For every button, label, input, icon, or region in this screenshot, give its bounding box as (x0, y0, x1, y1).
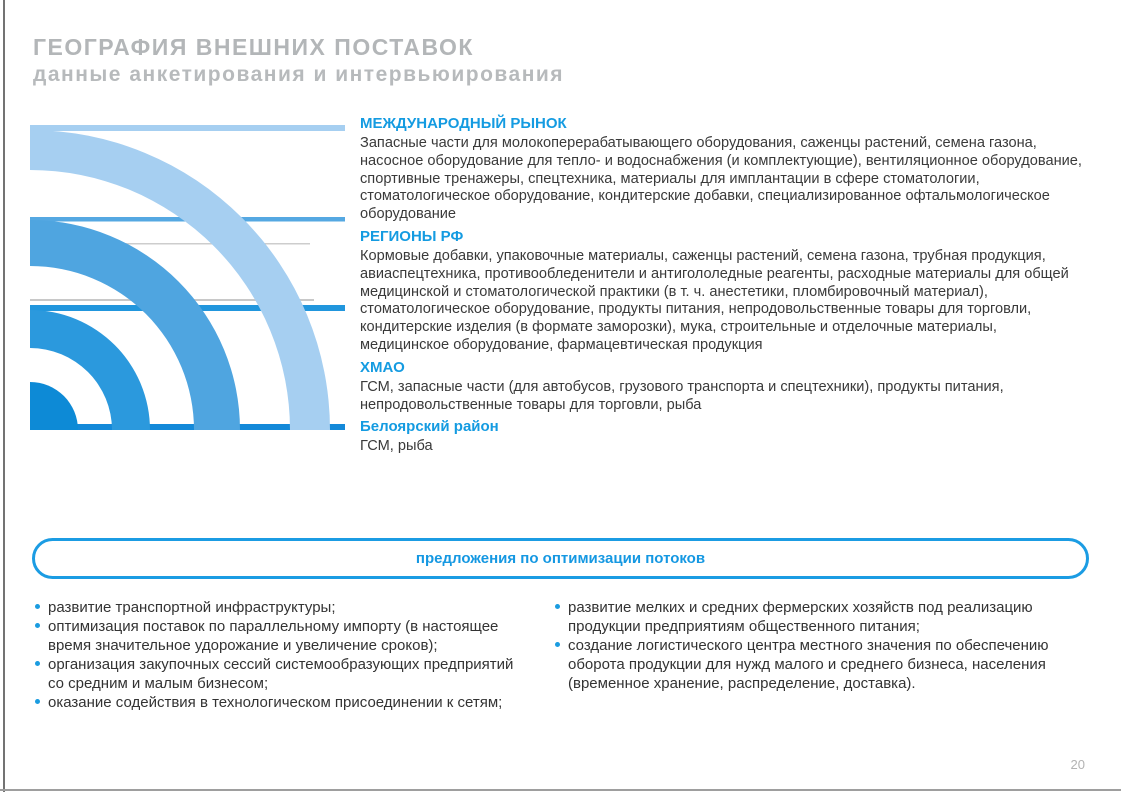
proposals-right-list (550, 598, 1050, 693)
section-heading: Белоярский район (360, 418, 499, 436)
quarter-disc-center (30, 382, 78, 430)
concentric-arcs-graphic (30, 118, 345, 430)
list-item: создание логистического центра местного значения по обеспечению оборота продукции для нужд малого и среднего бизнеса, населения (временное хранение, распределение, доставка). (550, 636, 1050, 693)
arc-line-light (30, 125, 345, 131)
title-block (33, 34, 564, 87)
list-item: оптимизация поставок по параллельному импорту (в настоящее время значительное удорожание и увеличение сроков); (30, 617, 530, 655)
section-heading: ХМАО (360, 358, 405, 376)
section-heading: РЕГИОНЫ РФ (360, 227, 464, 245)
section-body: Кормовые добавки, упаковочные материалы, саженцы растений, семена газона, трубная продукция, авиаспецтехника, противообледенители и антигололедные реагенты, расходные материалы для общей медицинской и стоматологической практики (в т. ч. анестетики, пломбировочный материал), стоматологическое оборудование, продукты питания, непродовольственные товары для торговли, кондитерские изделия (в формате заморозки), мука, строительные и отделочные материалы, медицинское оборудование, фармацевтическая продукция (360, 247, 1069, 353)
proposals-left-list (30, 598, 530, 712)
section-heading: МЕЖДУНАРОДНЫЙ РЫНОК (360, 115, 567, 132)
section-body: ГСМ, рыба (360, 438, 433, 455)
page-left-edge-line (3, 0, 5, 792)
proposals-banner-title: предложения по оптимизации потоков (415, 550, 706, 567)
section-international-market (360, 116, 1088, 224)
proposals-right-column (550, 598, 1050, 693)
page-number: 20 (1070, 757, 1085, 772)
proposals-banner (32, 538, 1089, 579)
list-item: развитие транспортной инфраструктуры; (30, 598, 530, 617)
list-item: организация закупочных сессий системообразующих предприятий со средним и малым бизнесом; (30, 655, 530, 693)
section-beloyarsky-district (360, 419, 1088, 456)
section-regions-rf (360, 229, 1088, 355)
list-item: оказание содействия в технологическом присоединении к сетям; (30, 693, 530, 712)
proposals-left-column (30, 598, 530, 712)
page-subtitle: данные анкетирования и интервьюирования (33, 63, 565, 86)
list-item: развитие мелких и средних фермерских хозяйств под реализацию продукции предприятиям общественного питания; (550, 598, 1050, 636)
page-bottom-edge-line (0, 789, 1121, 791)
quarter-ring-outer (30, 130, 330, 430)
section-body: ГСМ, запасные части (для автобусов, грузового транспорта и спецтехники), продукты питания, непродовольственные товары для торговли, рыба (360, 378, 1004, 413)
supply-sections (360, 116, 1088, 461)
section-khmao (360, 360, 1088, 415)
page-title: ГЕОГРАФИЯ ВНЕШНИХ ПОСТАВОК (33, 34, 474, 60)
section-body: Запасные части для молокоперерабатывающего оборудования, саженцы растений, семена газона, насосное оборудование для тепло- и водоснабжения (и комплектующие), вентиляционное оборудование, спортивные тренажеры, спецтехника, материалы для имплантации в сфере стоматологии, стоматологическое оборудование, кондитерские добавки, специализированное офтальмологическое оборудование (360, 135, 1082, 223)
